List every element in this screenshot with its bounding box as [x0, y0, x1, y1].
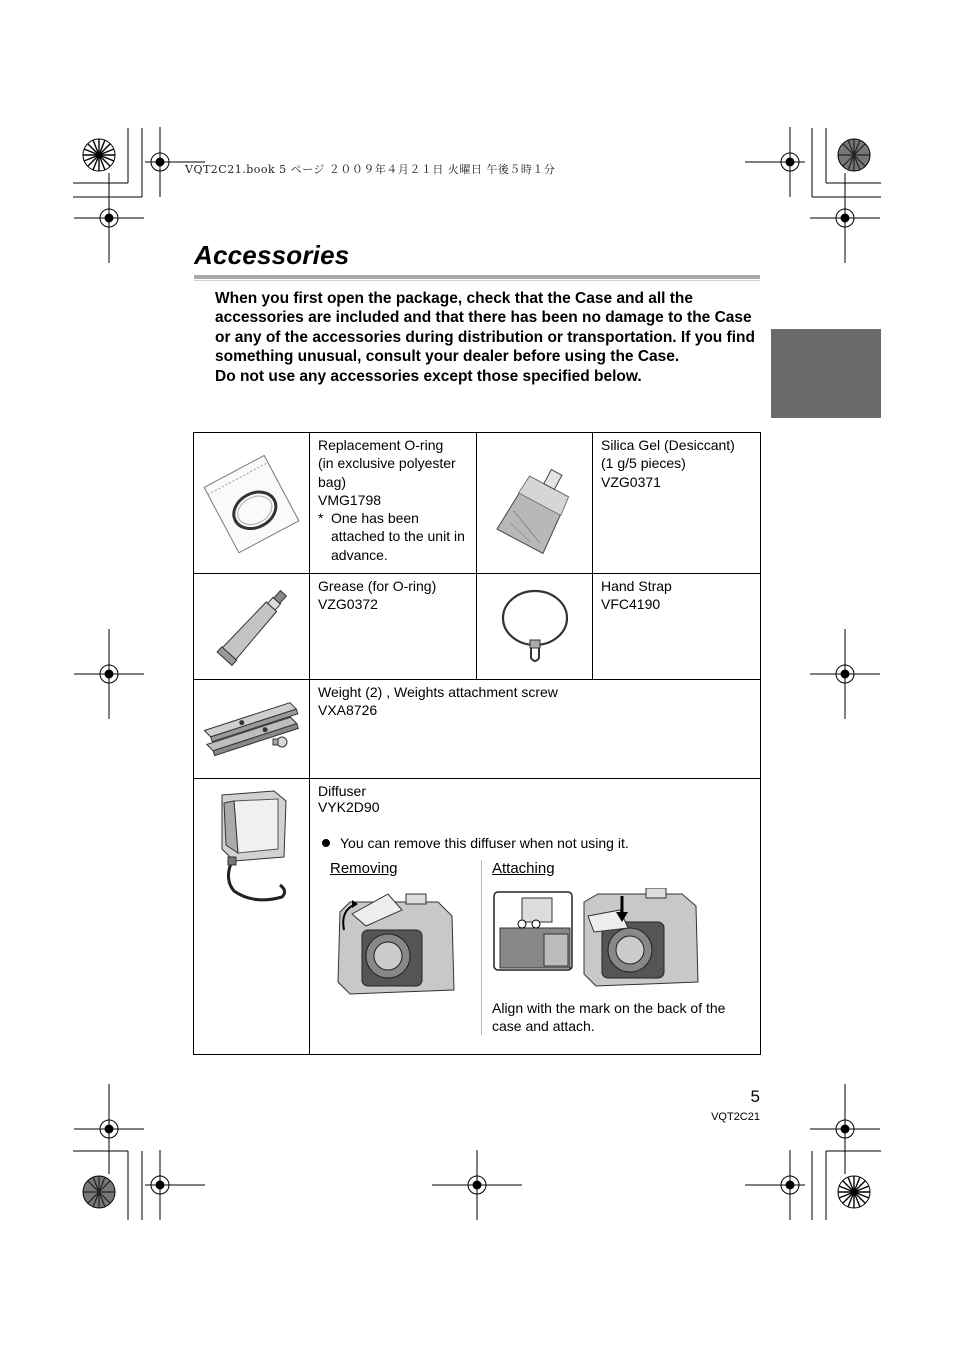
silica-text-cell: [593, 433, 761, 574]
weight-name: Weight (2) , Weights attachment screw: [318, 684, 558, 700]
grease-tube-illustration: [194, 574, 310, 679]
page-number: 5: [750, 1087, 760, 1106]
table-row: [194, 680, 761, 779]
oring-code: VMG1798: [318, 491, 382, 508]
table-row: [194, 779, 761, 1055]
grease-code: VZG0372: [318, 596, 378, 613]
diffuser-name: Diffuser: [318, 783, 366, 799]
table-row: [194, 433, 761, 574]
page-title: Accessories: [194, 240, 350, 270]
diffuser-illustration: [194, 779, 310, 919]
removing-heading: Removing: [330, 859, 398, 877]
note-asterisk: *: [318, 510, 324, 527]
silica-desc: (1 g/5 pieces): [601, 455, 686, 472]
diffuser-bullet: [318, 834, 752, 852]
attaching-step: [481, 860, 752, 1035]
strap-text-cell: [593, 574, 761, 680]
section-tab: [771, 329, 881, 418]
title-underline: [194, 275, 760, 279]
grease-picture-cell: [194, 574, 310, 680]
o-ring-bag-illustration: [194, 433, 310, 573]
oring-note-text: One has been attached to the unit in advance.: [331, 510, 465, 563]
table-row: [194, 574, 761, 680]
diffuser-text-cell: [310, 779, 761, 1055]
silica-name: Silica Gel (Desiccant): [601, 437, 735, 453]
diffuser-steps: [318, 860, 752, 1035]
weight-code: VXA8726: [318, 702, 378, 719]
accessories-table: [193, 432, 761, 1055]
grease-text-cell: [310, 574, 477, 680]
attaching-caption: Align with the mark on the back of the case and attach.: [492, 1000, 726, 1034]
oring-name: Replacement O-ring: [318, 437, 444, 453]
grease-name: Grease (for O-ring): [318, 578, 437, 594]
title-underline-thin: [194, 280, 760, 281]
weight-text-cell: [310, 680, 761, 779]
document-code: VQT2C21: [711, 1111, 760, 1123]
print-header-line: VQT2C21.book 5 ページ ２００９年４月２１日 火曜日 午後５時１分: [185, 163, 556, 176]
silica-gel-packet-illustration: [477, 433, 593, 573]
attaching-illustration: [492, 888, 712, 998]
diffuser-bullet-text: You can remove this diffuser when not using it.: [340, 834, 629, 851]
weight-picture-cell: [194, 680, 310, 779]
oring-picture-cell: [194, 433, 310, 574]
oring-text-cell: [310, 433, 477, 574]
strap-picture-cell: [477, 574, 593, 680]
weights-and-screw-illustration: [194, 680, 310, 778]
diffuser-picture-cell: [194, 779, 310, 1055]
oring-desc: (in exclusive polyester bag): [318, 455, 456, 490]
removing-step: [318, 860, 479, 1035]
silica-picture-cell: [477, 433, 593, 574]
diffuser-code: VYK2D90: [318, 799, 380, 816]
hand-strap-illustration: [477, 574, 593, 679]
strap-code: VFC4190: [601, 596, 661, 613]
intro-paragraph: When you first open the package, check that the Case and all the accessories are included and that there has been no damage to the Case or any of the accessories during distribution or transportation. If you find something unusual, consult your dealer before using the Case.: [215, 290, 755, 366]
oring-note: [318, 509, 468, 564]
intro-warning: Do not use any accessories except those specified below.: [215, 367, 642, 385]
silica-code: VZG0371: [601, 473, 661, 490]
strap-name: Hand Strap: [601, 578, 672, 594]
attaching-heading: Attaching: [492, 859, 555, 877]
removing-illustration: [330, 890, 460, 1002]
bullet-icon: [322, 839, 330, 847]
intro-text: [215, 289, 760, 386]
